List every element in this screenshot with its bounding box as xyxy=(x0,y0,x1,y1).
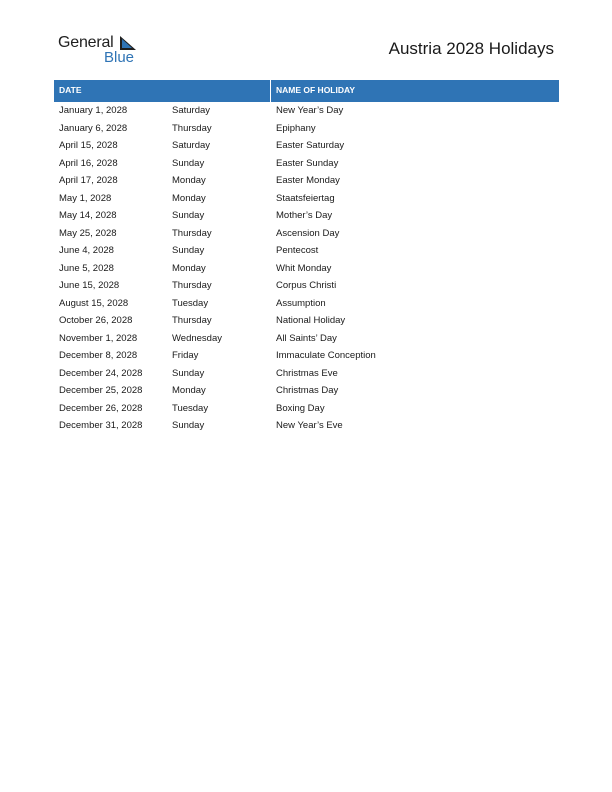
logo-text-general: General xyxy=(58,34,114,51)
brand-logo xyxy=(58,34,148,68)
table-row xyxy=(54,295,559,313)
holiday-name: Easter Sunday xyxy=(276,157,339,169)
holiday-weekday: Monday xyxy=(172,192,206,204)
holiday-date: April 16, 2028 xyxy=(59,157,118,169)
holiday-date: May 25, 2028 xyxy=(59,227,117,239)
table-row xyxy=(54,382,559,400)
holiday-name: Ascension Day xyxy=(276,227,340,239)
table-row xyxy=(54,277,559,295)
table-row xyxy=(54,417,559,435)
holiday-date: December 25, 2028 xyxy=(59,385,143,396)
holiday-weekday: Sunday xyxy=(172,367,205,379)
page-title: Austria 2028 Holidays xyxy=(388,39,554,58)
holiday-weekday: Sunday xyxy=(172,210,205,221)
holiday-weekday: Saturday xyxy=(172,140,211,151)
holiday-date: November 1, 2028 xyxy=(59,332,138,344)
holiday-date: December 31, 2028 xyxy=(59,420,143,431)
holiday-name: Assumption xyxy=(276,297,326,309)
holiday-date: January 1, 2028 xyxy=(59,105,128,116)
holiday-date: June 5, 2028 xyxy=(59,262,114,274)
holiday-name: Boxing Day xyxy=(276,402,325,414)
holiday-date: April 15, 2028 xyxy=(59,140,118,151)
holiday-weekday: Saturday xyxy=(172,105,211,116)
table-row xyxy=(54,137,559,155)
holiday-date: October 26, 2028 xyxy=(59,315,133,326)
holiday-weekday: Sunday xyxy=(172,157,205,169)
holiday-name: Christmas Eve xyxy=(276,367,338,379)
holiday-weekday: Monday xyxy=(172,262,206,274)
holiday-weekday: Sunday xyxy=(172,245,205,256)
holiday-weekday: Thursday xyxy=(172,315,212,326)
holiday-name: Christmas Day xyxy=(276,385,339,396)
holiday-name: New Year’s Eve xyxy=(276,420,343,431)
table-row xyxy=(54,207,559,225)
column-header-date: DATE xyxy=(59,85,82,95)
table-row xyxy=(54,365,559,383)
holiday-weekday: Wednesday xyxy=(172,332,222,344)
holiday-date: May 14, 2028 xyxy=(59,210,117,221)
table-row xyxy=(54,190,559,208)
holiday-name: All Saints’ Day xyxy=(276,332,337,344)
table-row xyxy=(54,155,559,173)
holiday-weekday: Thursday xyxy=(172,227,212,239)
table-row xyxy=(54,330,559,348)
table-row xyxy=(54,312,559,330)
holiday-date: December 26, 2028 xyxy=(59,402,143,414)
table-row xyxy=(54,242,559,260)
holiday-name: Mother’s Day xyxy=(276,210,333,221)
holiday-date: June 4, 2028 xyxy=(59,245,114,256)
logo-text-blue: Blue xyxy=(104,49,135,66)
holiday-name: Corpus Christi xyxy=(276,280,337,291)
holiday-name: Pentecost xyxy=(276,245,319,256)
holiday-name: National Holiday xyxy=(276,315,346,326)
holiday-table-body xyxy=(54,102,559,435)
table-row xyxy=(54,347,559,365)
holiday-date: December 8, 2028 xyxy=(59,350,138,361)
holiday-date: June 15, 2028 xyxy=(59,280,120,291)
holiday-weekday: Monday xyxy=(172,385,206,396)
holiday-weekday: Friday xyxy=(172,350,199,361)
holiday-name: Easter Saturday xyxy=(276,140,345,151)
holiday-name: Whit Monday xyxy=(276,262,332,274)
table-row xyxy=(54,102,559,120)
holiday-weekday: Tuesday xyxy=(172,402,209,414)
table-row xyxy=(54,225,559,243)
table-header xyxy=(54,80,559,102)
holiday-weekday: Monday xyxy=(172,175,206,186)
holiday-name: Staatsfeiertag xyxy=(276,192,335,204)
holiday-weekday: Thursday xyxy=(172,122,212,134)
holiday-date: January 6, 2028 xyxy=(59,122,128,134)
holiday-date: April 17, 2028 xyxy=(59,175,118,186)
table-row xyxy=(54,260,559,278)
holiday-date: December 24, 2028 xyxy=(59,367,143,379)
holiday-name: Immaculate Conception xyxy=(276,350,376,361)
table-row xyxy=(54,400,559,418)
column-divider xyxy=(270,80,271,102)
holiday-name: Epiphany xyxy=(276,122,316,134)
column-header-holiday: NAME OF HOLIDAY xyxy=(276,85,356,95)
holiday-date: May 1, 2028 xyxy=(59,192,112,204)
holiday-weekday: Thursday xyxy=(172,280,212,291)
holiday-weekday: Sunday xyxy=(172,420,205,431)
holiday-name: Easter Monday xyxy=(276,175,340,186)
holiday-weekday: Tuesday xyxy=(172,297,209,309)
table-row xyxy=(54,172,559,190)
table-row xyxy=(54,120,559,138)
holiday-date: August 15, 2028 xyxy=(59,297,129,309)
holiday-name: New Year’s Day xyxy=(276,105,344,116)
